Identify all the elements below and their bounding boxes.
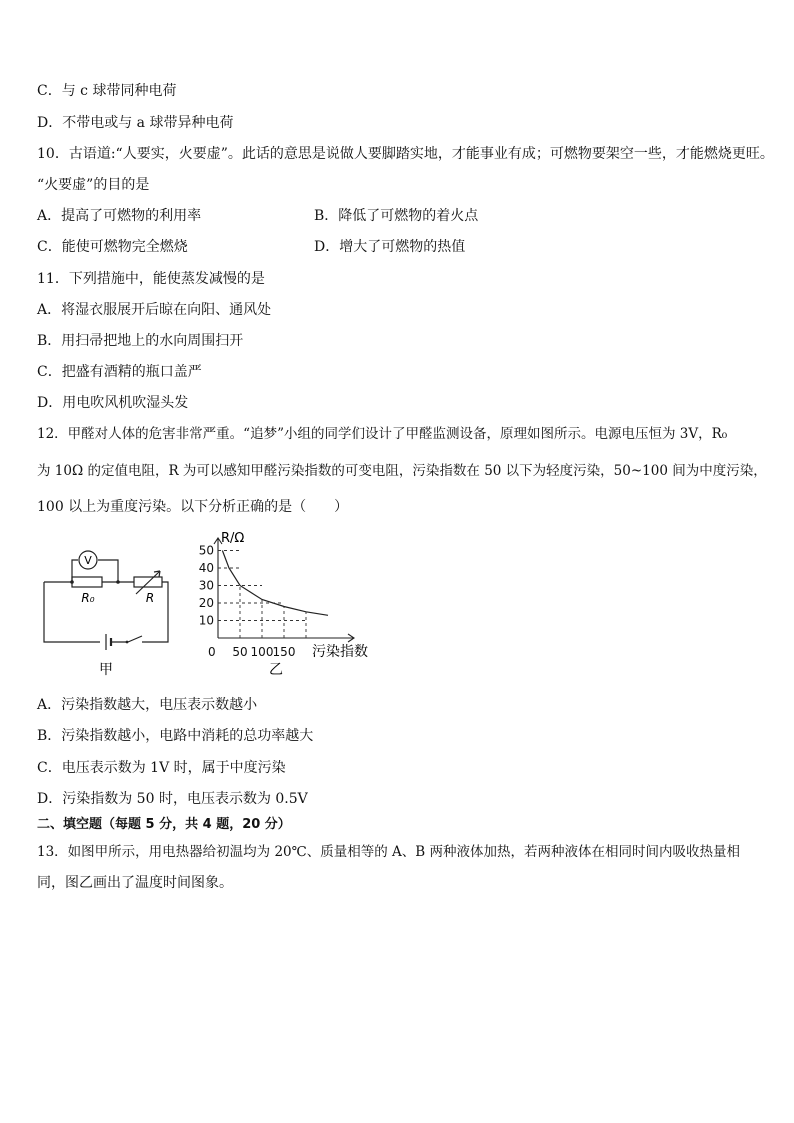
q12-option-b: B．污染指数越小，电路中消耗的总功率越大 <box>37 728 314 744</box>
x-tick-label: 100 <box>250 645 274 659</box>
q10-option-b: B．降低了可燃物的着火点 <box>314 208 479 224</box>
q9-option-d: D．不带电或与 a 球带异种电荷 <box>37 115 234 131</box>
graph-caption: 乙 <box>269 662 283 678</box>
q10-stem-line1: 10．古语道:“人要实，火要虚”。此话的意思是说做人要脚踏实地，才能事业有成；可燃物要架空一些，才能燃烧更旺。 <box>37 146 774 162</box>
series-line <box>222 551 328 616</box>
y-axis-label: R/Ω <box>221 531 245 546</box>
q12-option-a: A．污染指数越大，电压表示数越小 <box>37 697 258 713</box>
q9-option-c: C．与 c 球带同种电荷 <box>37 83 177 99</box>
y-tick-label: 50 <box>198 543 214 558</box>
y-tick-label: 30 <box>198 578 214 593</box>
q11-option-b: B．用扫帚把地上的水向周围扫开 <box>37 333 244 349</box>
q12-stem-line3: 100 以上为重度污染。以下分析正确的是（ ） <box>37 499 349 515</box>
x-axis-label: 污染指数 <box>312 644 368 660</box>
q10-option-d: D．增大了可燃物的热值 <box>314 239 466 255</box>
q12-stem-line2: 为 10Ω 的定值电阻，R 为可以感知甲醛污染指数的可变电阻，污染指数在 50 以下为轻度污染，50~100 间为中度污染， <box>37 463 767 479</box>
q10-option-a: A．提高了可燃物的利用率 <box>37 208 202 224</box>
q13-stem-line1: 13．如图甲所示，用电热器给初温均为 20℃、质量相等的 A、B 两种液体加热，若两种液体在相同时间内吸收热量相 <box>37 844 741 860</box>
x-tick-label: 150 <box>272 645 296 659</box>
q11-option-a: A．将湿衣服展开后晾在向阳、通风处 <box>37 302 272 318</box>
r0-resistor <box>72 577 102 587</box>
q12-option-d: D．污染指数为 50 时，电压表示数为 0.5V <box>37 791 308 807</box>
q13-stem-line2: 同，图乙画出了温度时间图象。 <box>37 875 233 891</box>
x-tick-label: 0 <box>208 645 216 659</box>
q10-option-c: C．能使可燃物完全燃烧 <box>37 239 188 255</box>
q11-option-c: C．把盛有酒精的瓶口盖严 <box>37 364 202 380</box>
r0-label: R₀ <box>81 591 95 605</box>
y-tick-label: 10 <box>198 613 214 628</box>
q11-option-d: D．用电吹风机吹湿头发 <box>37 395 189 411</box>
y-tick-label: 20 <box>198 596 214 610</box>
q12-stem-line1: 12．甲醛对人体的危害非常严重。“追梦”小组的同学们设计了甲醛监测设备，原理如图所示。电源电压恒为 3V，R₀ <box>37 426 728 442</box>
circuit-caption: 甲 <box>99 662 113 678</box>
resistance-pollution-graph <box>196 528 378 680</box>
r-label: R <box>145 591 155 605</box>
q12-option-c: C．电压表示数为 1V 时，属于中度污染 <box>37 760 286 776</box>
voltmeter-label: V <box>84 554 92 567</box>
section-heading: 二、填空题（每题 5 分，共 4 题，20 分） <box>37 817 291 832</box>
circuit-diagram <box>36 540 181 680</box>
voltmeter-wire <box>72 560 118 582</box>
q11-stem: 11．下列措施中，能使蒸发减慢的是 <box>37 271 265 287</box>
y-tick-label: 40 <box>198 561 214 575</box>
x-tick-label: 50 <box>232 645 248 659</box>
q10-stem-line2: “火要虚”的目的是 <box>37 177 150 193</box>
